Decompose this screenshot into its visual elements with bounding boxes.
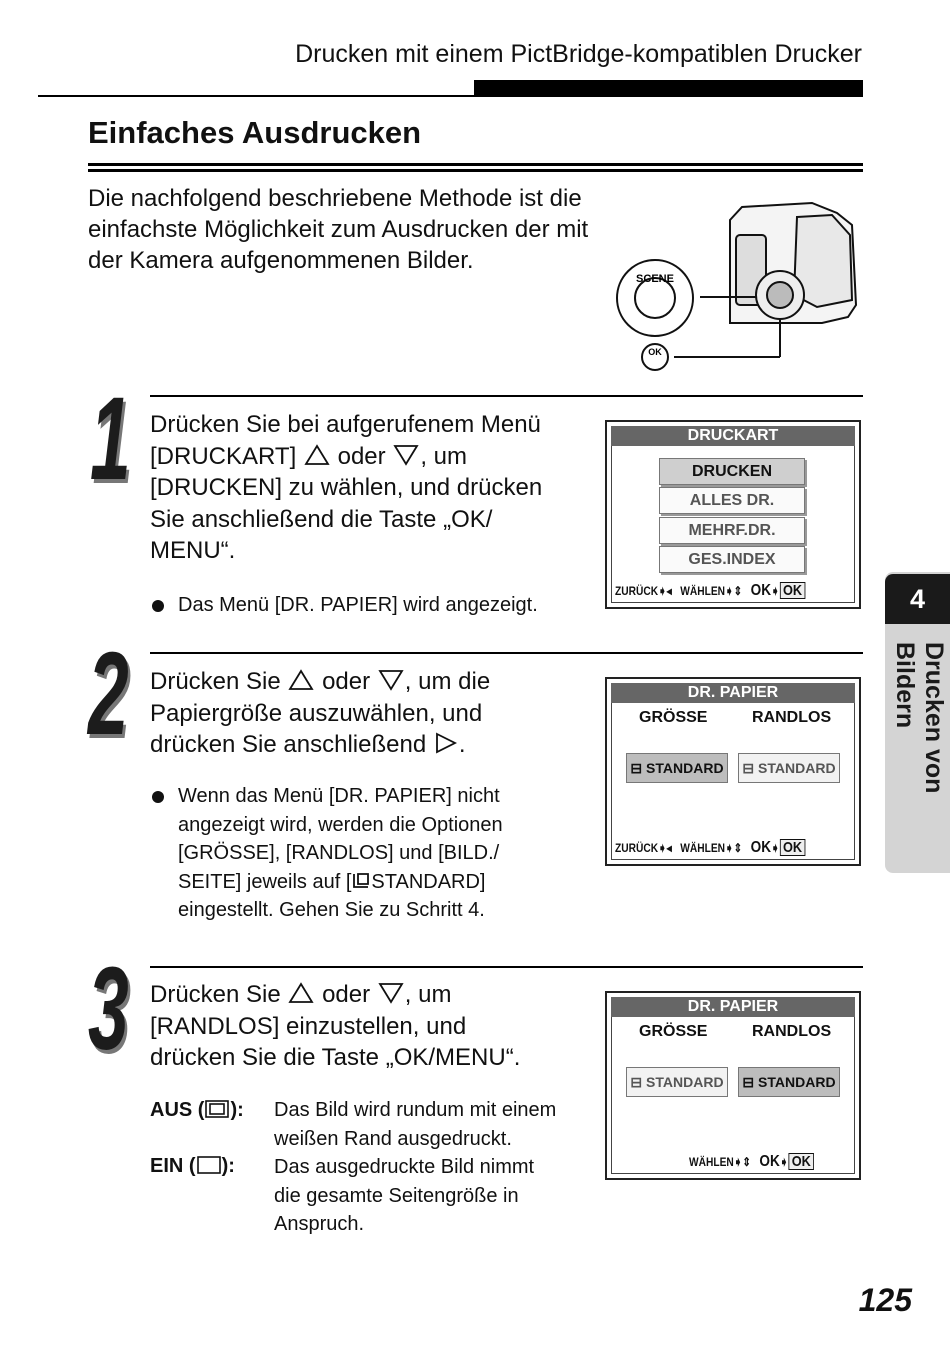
randlos-header: RANDLOS [752, 709, 832, 726]
druckart-footer: ZURÜCK➧◂ WÄHLEN➧⇕ OK➧ OK [615, 582, 806, 600]
step1-rule [150, 395, 863, 397]
step2-text: Drücken Sie oder , um die Papiergröße auszuwählen, und drücken Sie anschließend . [150, 668, 491, 758]
menu-item-mehrf-dr: MEHRF.DR. [659, 517, 805, 544]
header-bar [474, 80, 863, 97]
papier-screen-1-title: DR. PAPIER [611, 683, 855, 703]
ein-label: EIN ( ): [150, 1155, 235, 1177]
scene-label: SCENE [636, 273, 674, 285]
section-title: Einfaches Ausdrucken [88, 115, 422, 150]
down-arrow-icon [392, 443, 420, 467]
step3-rule [150, 966, 863, 968]
randlos-value: ⊟ STANDARD [738, 753, 840, 783]
intro-text: Die nachfolgend beschriebene Methode ist die einfachste Möglichkeit zum Ausdrucken der mit der Kamera aufgenommenen Bilder. [88, 185, 589, 274]
paper-standard-icon [351, 871, 371, 891]
section-rule [88, 163, 863, 166]
step3-text: Drücken Sie oder , um [RANDLOS] einzustellen, und drücken Sie die Taste „OK/MENU“. [150, 981, 521, 1071]
camera-illustration [612, 195, 862, 375]
step2-rule [150, 652, 863, 654]
menu-item-drucken: DRUCKEN [659, 458, 805, 485]
down-arrow-icon [377, 981, 405, 1005]
menu-item-ges-index: GES.INDEX [659, 546, 805, 573]
papier-screen-2 [605, 991, 861, 1180]
chapter-label: Drucken von Bildern [891, 642, 948, 794]
step3-number: 3 [88, 943, 127, 1075]
papier-1-footer: ZURÜCK➧◂ WÄHLEN➧⇕ OK➧ OK [615, 839, 806, 857]
running-header: Drucken mit einem PictBridge-kompatiblen Drucker [295, 40, 862, 68]
aus-label: AUS ( ): [150, 1099, 244, 1121]
druckart-screen [605, 420, 861, 609]
step1-text: Drücken Sie bei aufgerufenem Menü [DRUCKART] oder , um [DRUCKEN] zu wählen, und drücken Sie anschließend die Taste „OK/ MENU“. [150, 411, 543, 564]
aus-description: Das Bild wird rundum mit einem weißen Rand ausgedruckt. [274, 1099, 557, 1150]
ein-description: Das ausgedruckte Bild nimmt die gesamte Seitengröße in Anspruch. [274, 1156, 535, 1235]
down-arrow-icon [377, 668, 405, 692]
ok-label: OK [648, 347, 662, 357]
papier-2-footer: WÄHLEN➧⇕ OK➧ OK [689, 1153, 814, 1171]
up-arrow-icon [303, 443, 331, 467]
up-arrow-icon [287, 981, 315, 1005]
groesse-value: ⊟ STANDARD [626, 753, 728, 783]
header-rule [38, 95, 474, 97]
border-on-icon [204, 1099, 230, 1119]
step1-number: 1 [90, 373, 129, 505]
randlos-value: ⊟ STANDARD [738, 1067, 840, 1097]
papier-screen-2-title: DR. PAPIER [611, 997, 855, 1017]
step2-bullet: Wenn das Menü [DR. PAPIER] nicht angezeigt wird, werden die Optionen [GRÖSSE], [RANDLOS] und [BILD./ SEITE] jeweils auf [ STANDARD] eingestellt. Gehen Sie zu Schritt 4. [152, 782, 582, 925]
groesse-value: ⊟ STANDARD [626, 1067, 728, 1097]
groesse-header: GRÖSSE [639, 1023, 708, 1040]
chapter-number: 4 [885, 574, 950, 624]
groesse-header: GRÖSSE [639, 709, 708, 726]
step2-number: 2 [88, 628, 127, 760]
borderless-icon [196, 1155, 222, 1175]
step1-bullet: Das Menü [DR. PAPIER] wird angezeigt. [152, 591, 582, 620]
menu-item-alles-dr: ALLES DR. [659, 487, 805, 514]
up-arrow-icon [287, 668, 315, 692]
papier-screen-1 [605, 677, 861, 866]
randlos-header: RANDLOS [752, 1023, 832, 1040]
druckart-screen-title: DRUCKART [611, 426, 855, 446]
page-number: 125 [858, 1282, 912, 1318]
right-arrow-icon [433, 731, 459, 755]
